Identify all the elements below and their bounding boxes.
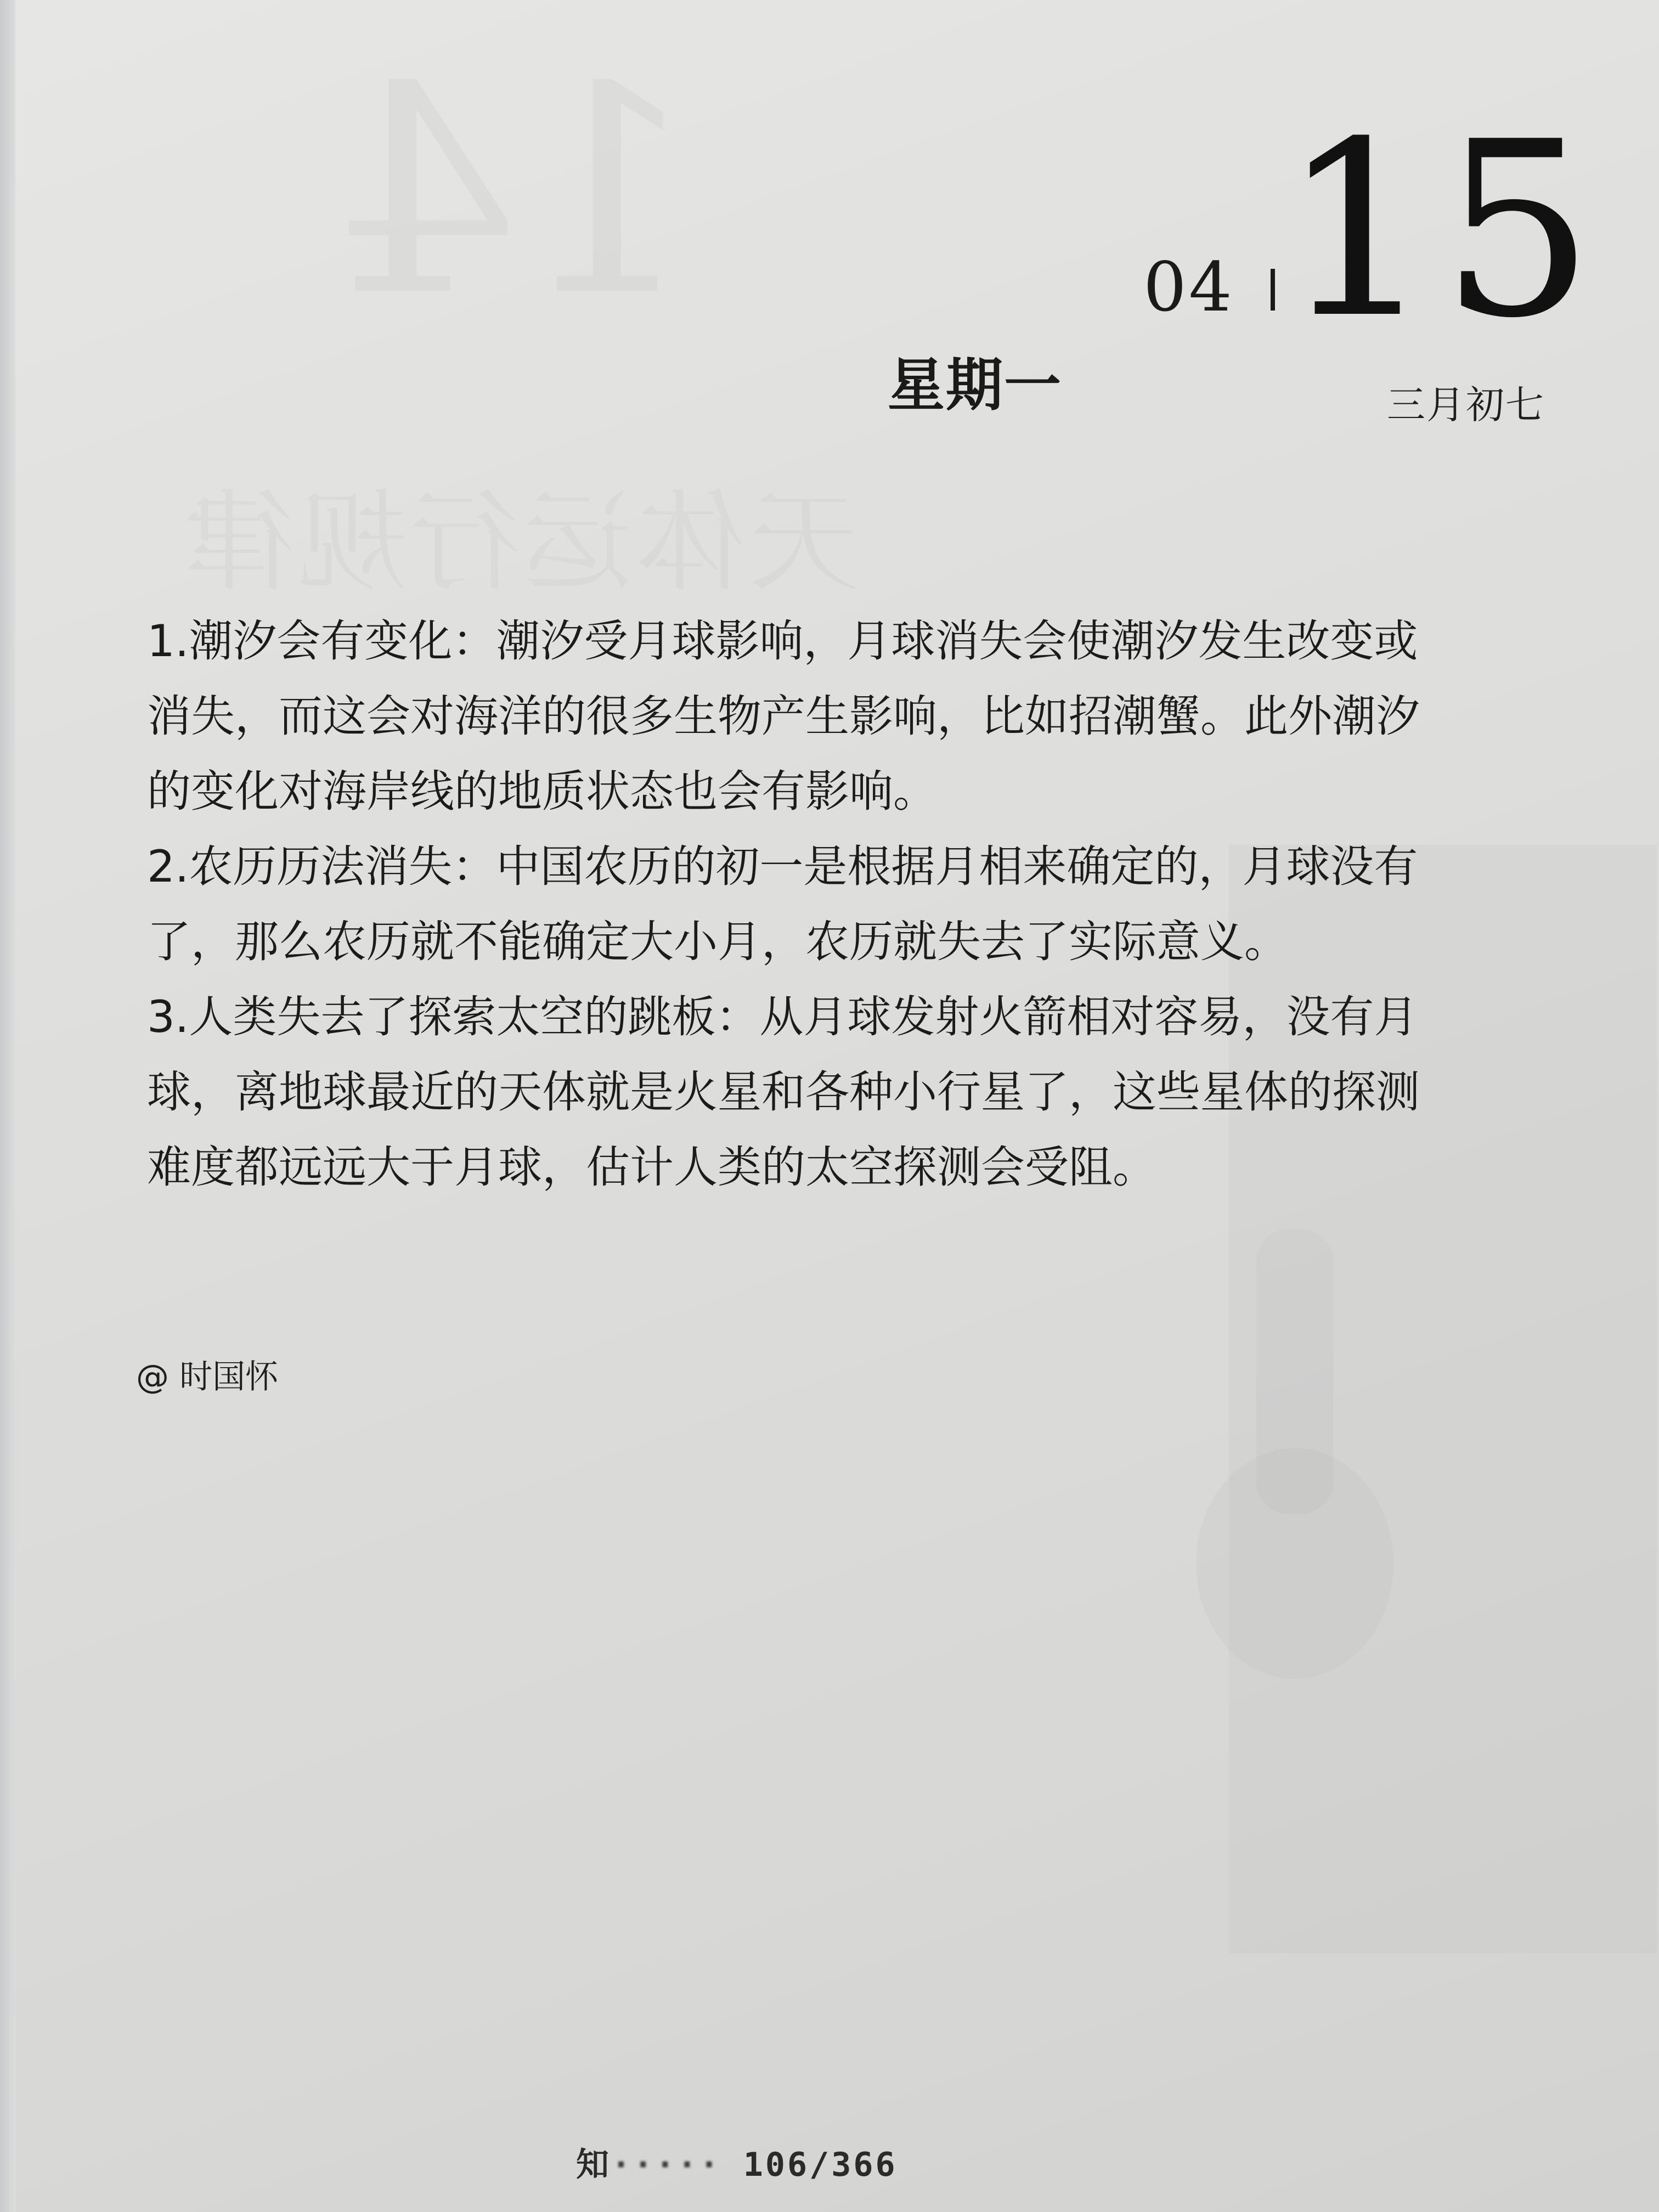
list-item-continuation: 了，那么农历就不能确定大小月，农历就失去了实际意义。 [147,916,1288,967]
day-number: 15 [1280,90,1601,371]
item-number: 2. [147,841,189,892]
list-item-continuation: 的变化对海岸线的地质状态也会有影响。 [147,766,937,817]
author-credit: @ 时国怀 [136,1358,279,1396]
article-body [147,603,1568,1205]
page-counter: 106/366 [743,2146,898,2184]
item-number: 3. [147,991,189,1042]
lunar-date: 三月初七 [1387,382,1545,427]
list-item [147,979,1568,1054]
item-line: 农历历法消失：中国农历的初一是根据月相来确定的，月球没有 [189,841,1418,892]
show-through-number: 14 [335,26,698,358]
item-number: 1. [147,616,189,667]
footer-obscured-text: ····· [611,2146,721,2184]
show-through-title [181,488,859,598]
list-item [147,603,1568,679]
page-footer [576,2146,898,2184]
item-line: 潮汐会有变化：潮汐受月球影响，月球消失会使潮汐发生改变或 [189,616,1418,667]
weekday-label: 星期一 [887,351,1062,419]
list-item-continuation: 难度都远远大于月球，估计人类的太空探测会受阻。 [147,1142,1156,1193]
show-through-bulb [1196,1448,1393,1679]
page-edge [0,0,15,2212]
date-block [1143,90,1601,371]
list-item-continuation: 消失，而这会对海洋的很多生物产生影响，比如招潮蟹。此外潮汐 [147,691,1420,742]
month-separator [1271,269,1275,311]
item-line: 人类失去了探索太空的跳板：从月球发射火箭相对容易，没有月 [189,991,1418,1042]
month-number: 04 [1143,248,1234,327]
footer-prefix: 知 [576,2146,611,2184]
list-item [147,829,1568,904]
list-item-continuation: 球，离地球最近的天体就是火星和各种小行星了，这些星体的探测 [147,1066,1420,1118]
